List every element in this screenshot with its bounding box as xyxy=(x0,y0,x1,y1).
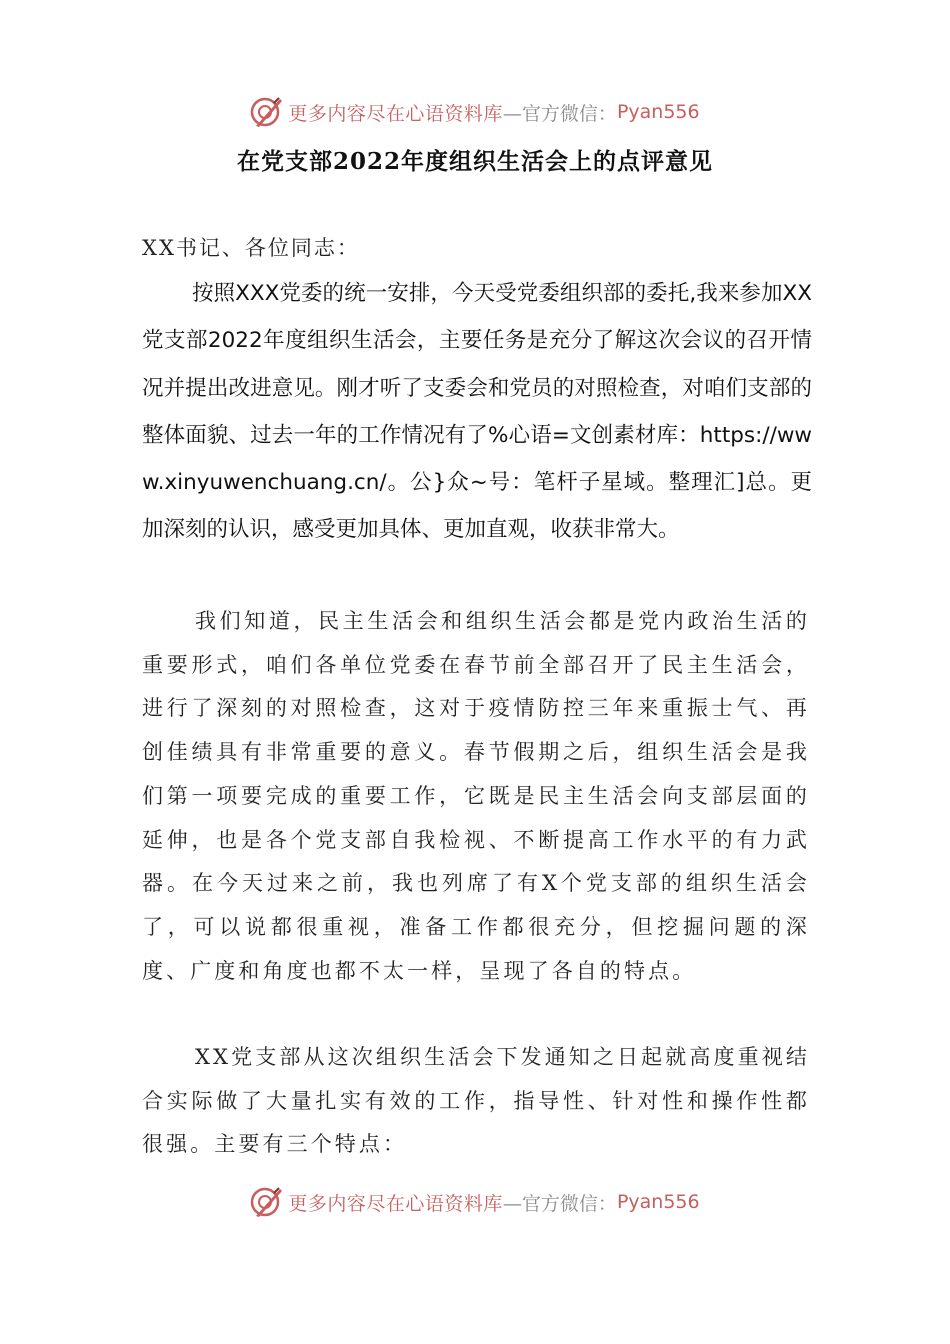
header-banner xyxy=(0,92,950,132)
paragraph-1: 按照XXX党委的统一安排，今天受党委组织部的委托,我来参加XX党支部2022年度组织生活会，主要任务是充分了解这次会议的召开情况并提出改进意见。刚才听了支委会和党员的对照检查，对咱们支部的整体面貌、过去一年的工作情况有了%心语=文创素材库：https://www.xinyuwenchuang.cn/。公}众~号：笔杆子星域。整理汇]总。更加深刻的认识，感受更加具体、更加直观，收获非常大。 xyxy=(142,281,812,543)
banner-wechat-label: —官方微信： xyxy=(502,102,617,125)
pen-logo-icon xyxy=(250,95,284,129)
paragraph-3: XX党支部从这次组织生活会下发通知之日起就高度重视结合实际做了大量扎实有效的工作，指导性、针对性和操作性都很强。主要有三个特点： xyxy=(142,1045,810,1157)
pen-logo-icon xyxy=(250,1185,284,1219)
banner-wechat-id: Pyan556 xyxy=(616,101,700,123)
banner-text: 更多内容尽在心语资料库 xyxy=(288,102,503,125)
paragraph-2: 我们知道，民主生活会和组织生活会都是党内政治生活的重要形式，咱们各单位党委在春节前全部召开了民主生活会，进行了深刻的对照检查，这对于疫情防控三年来重振士气、再创佳绩具有非常重要的意义。春节假期之后，组织生活会是我们第一项要完成的重要工作，它既是民主生活会向支部层面的延伸，也是各个党支部自我检视、不断提高工作水平的有力武器。在今天过来之前，我也列席了有X个党支部的组织生活会了，可以说都很重视，准备工作都很充分，但挖掘问题的深度、广度和角度也都不太一样，呈现了各自的特点。 xyxy=(142,609,810,983)
banner-wechat-id: Pyan556 xyxy=(616,1191,700,1213)
document-title: 在党支部2022年度组织生活会上的点评意见 xyxy=(236,148,713,175)
banner-wechat-label: —官方微信： xyxy=(502,1192,617,1215)
banner-text: 更多内容尽在心语资料库 xyxy=(288,1192,503,1215)
greeting: XX书记、各位同志： xyxy=(142,236,360,260)
footer-banner xyxy=(0,1182,950,1222)
